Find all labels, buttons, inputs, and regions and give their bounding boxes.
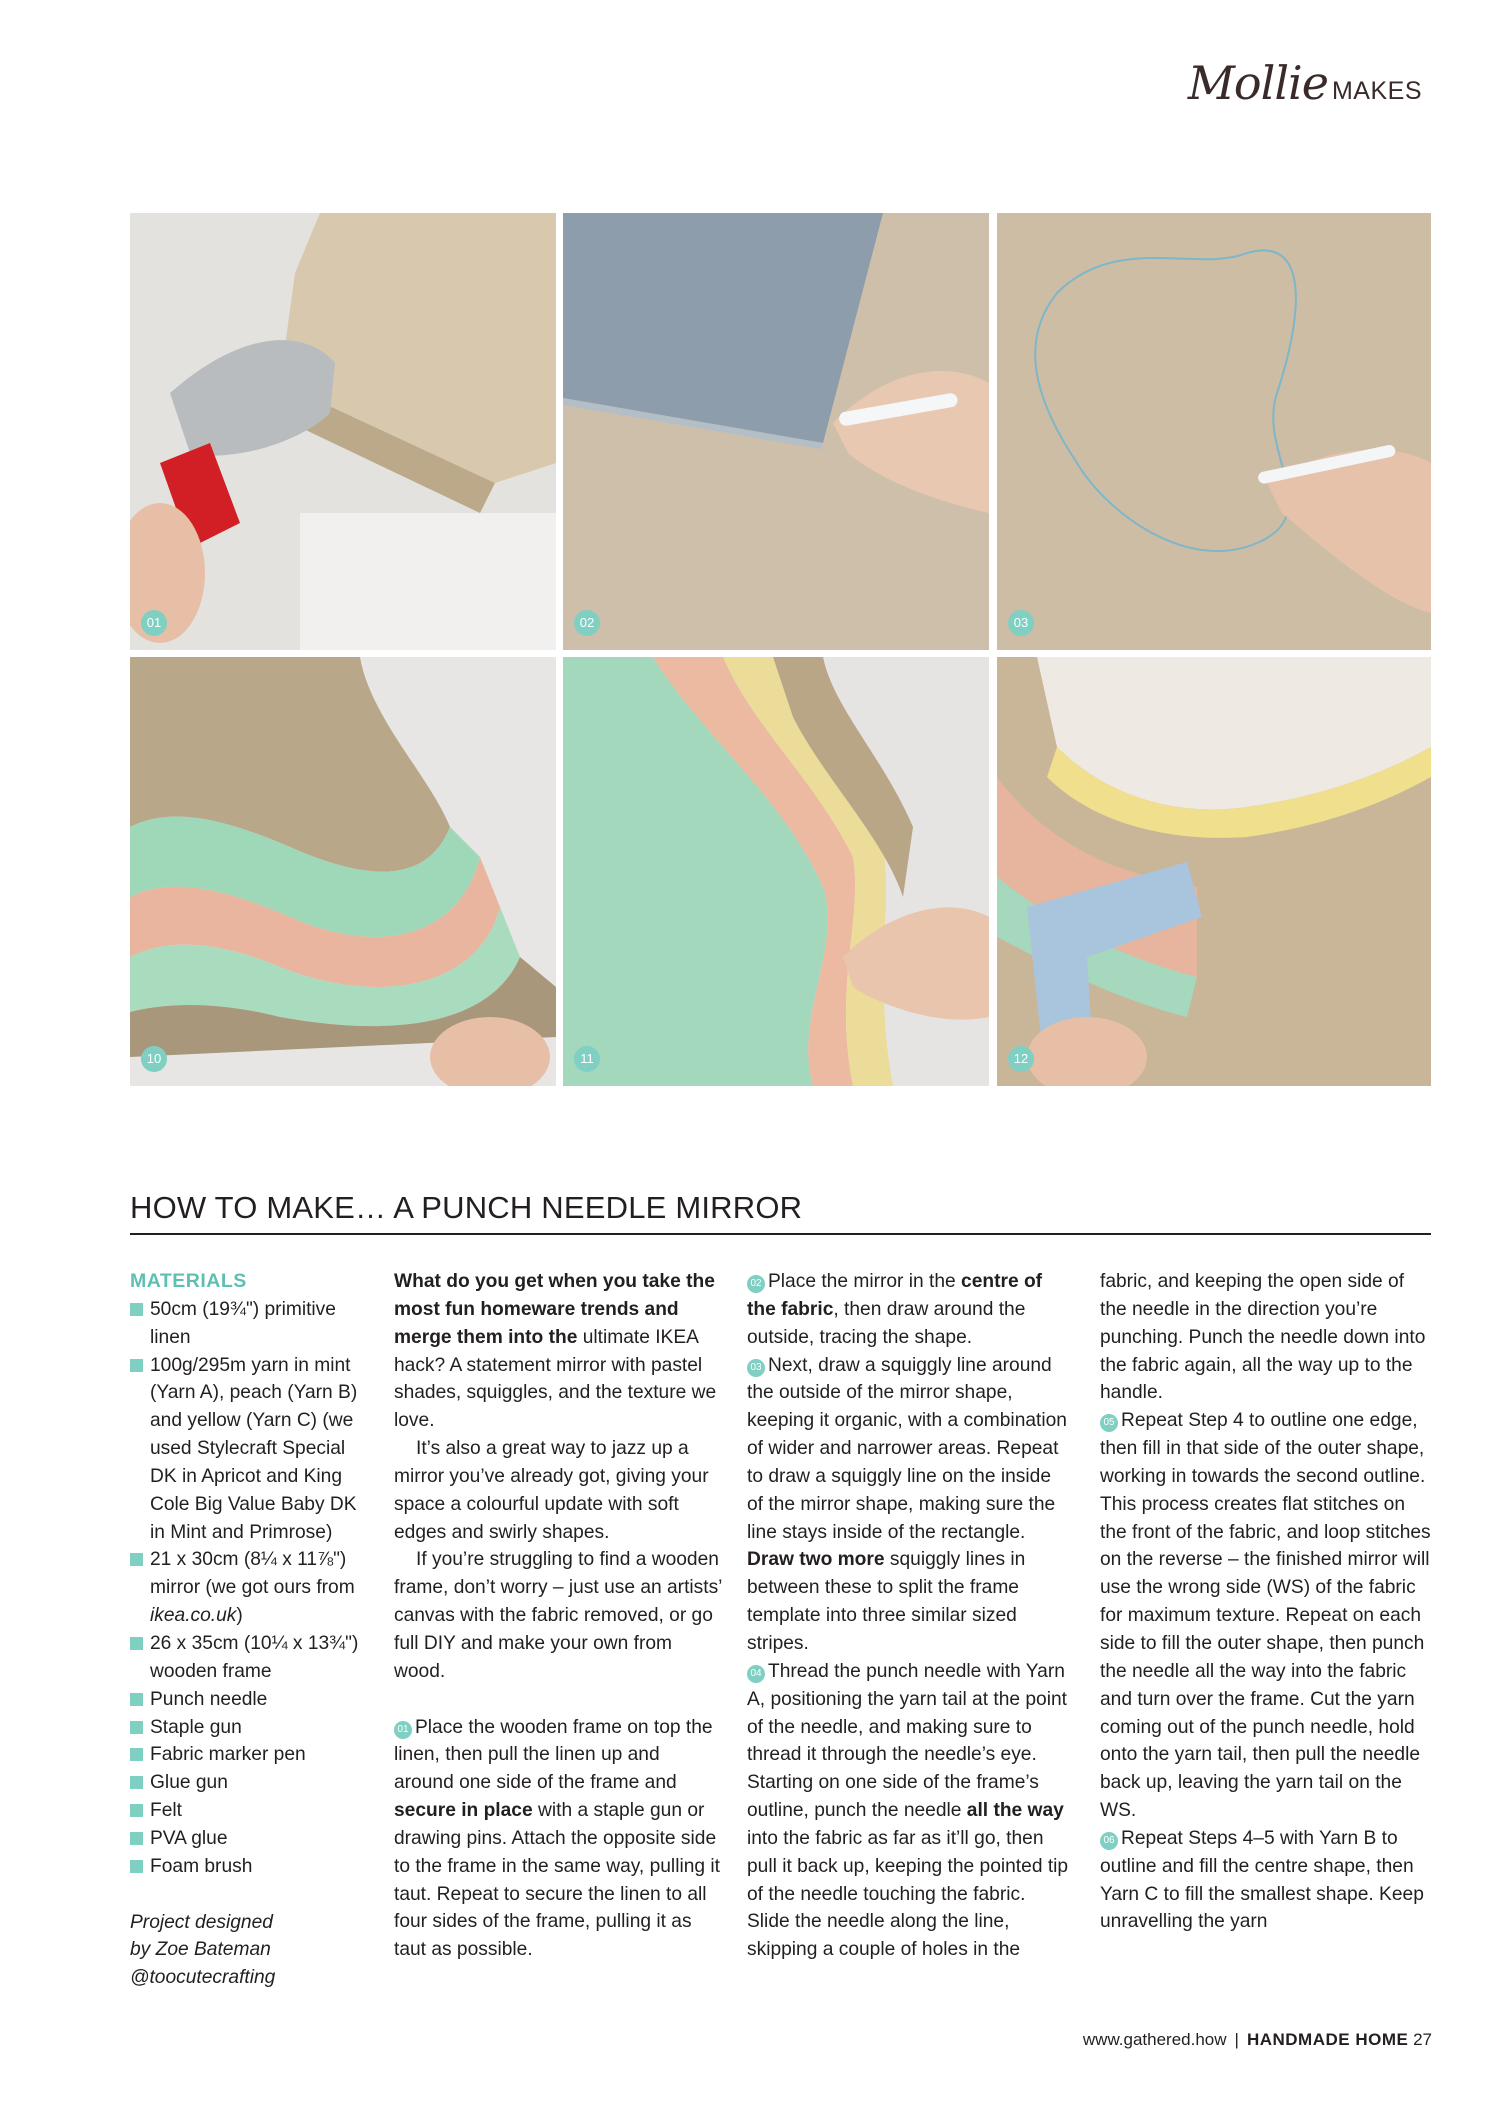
list-item: Punch needle: [130, 1686, 365, 1714]
logo-script: Mollie: [1187, 56, 1328, 110]
list-item: 50cm (19¾") primitive linen: [130, 1296, 365, 1352]
footer-url: www.gathered.how: [1082, 2030, 1227, 2049]
photo-number-badge: 02: [574, 610, 600, 636]
photo-02: [563, 213, 989, 650]
step-05: 05 Repeat Step 4 to outline one edge, then fill in that side of the outer shape, working in towards the second outline. This process creates flat stitches on the front of the fabric, and loop stitches on the reverse – the finished mirror will use the wrong side (WS) of the fabric for maximum texture. Repeat on each side to fill the outer shape, then punch the needle all the way into the fabric and turn over the frame. Cut the yarn coming out of the punch needle, hold onto the yarn tail, then pull the needle back up, leaving the yarn tail on the WS.: [1100, 1410, 1431, 1822]
page-footer: [1083, 2030, 1432, 2050]
list-item: 100g/295m yarn in mint (Yarn A), peach (Yarn B) and yellow (Yarn C) (we used Stylecraft Special DK in Apricot and King Cole Big Value Baby DK in Mint and Primrose): [130, 1352, 365, 1547]
credit-line: @toocutecrafting: [130, 1967, 276, 1989]
photo-01: [130, 213, 556, 650]
cutting-edges-photo-icon: [563, 657, 989, 1086]
intro-paragraph: It’s also a great way to jazz up a mirror you’ve already got, giving your space a colourful update with soft edges and swirly shapes.: [394, 1438, 709, 1543]
intro-lead: What do you get when you take the most fun homeware trends and merge them into the: [394, 1271, 715, 1348]
steps-column-a: [747, 1268, 1069, 1964]
step-04: 04 Thread the punch needle with Yarn A, positioning the yarn tail at the point of the needle, and making sure to thread it through the needle’s eye. Starting on one side of the frame’s outline, punch the needle all the way into the fabric as far as it’ll go, then pull it back up, keeping the pointed tip of the needle touching the fabric. Slide the needle along the line, skipping a couple of holes in the: [747, 1660, 1069, 1961]
photo-10: [130, 657, 556, 1086]
photo-12: [997, 657, 1431, 1086]
credit-line: by Zoe Bateman: [130, 1939, 271, 1961]
list-item: [130, 1546, 365, 1630]
step-number-badge: 05: [1100, 1414, 1118, 1432]
list-item: Glue gun: [130, 1769, 365, 1797]
materials-column: [130, 1268, 365, 1992]
step-02: 02 Place the mirror in the centre of the fabric, then draw around the outside, tracing the shape.: [747, 1271, 1043, 1348]
footer-separator: |: [1234, 2030, 1239, 2049]
logo-makes: MAKES: [1331, 77, 1422, 105]
credit-line: Project designed: [130, 1911, 273, 1933]
glue-gun-photo-icon: [997, 657, 1431, 1086]
photo-number-badge: 11: [574, 1046, 600, 1072]
list-item: 26 x 35cm (10¼ x 13¾") wooden frame: [130, 1630, 365, 1686]
list-item: Fabric marker pen: [130, 1741, 365, 1769]
list-item: PVA glue: [130, 1825, 365, 1853]
drawing-squiggle-photo-icon: [997, 213, 1431, 650]
photo-03: [997, 213, 1431, 650]
photo-number-badge: 12: [1008, 1046, 1034, 1072]
step-number-badge: 06: [1100, 1832, 1118, 1850]
photo-number-badge: 10: [141, 1046, 167, 1072]
footer-section: HANDMADE HOME: [1246, 2030, 1409, 2049]
mollie-makes-logo: [1188, 56, 1422, 110]
project-credit: [130, 1909, 365, 1993]
trimming-fabric-photo-icon: [130, 657, 556, 1086]
step-number-badge: 04: [747, 1665, 765, 1683]
step-number-badge: 01: [394, 1721, 412, 1739]
list-item: Staple gun: [130, 1714, 365, 1742]
step-01: 01 Place the wooden frame on top the linen, then pull the linen up and around one side of the frame and secure in place with a staple gun or drawing pins. Attach the opposite side to the frame in the same way, pulling it taut. Repeat to secure the linen to all four sides of the frame, pulling it as taut as possible.: [394, 1716, 720, 1961]
intro-column: [394, 1268, 724, 1964]
step-number-badge: 02: [747, 1275, 765, 1293]
photo-11: [563, 657, 989, 1086]
step-04-continued: fabric, and keeping the open side of the needle in the direction you’re punching. Punch the needle down into the fabric again, all the way up to the handle.: [1100, 1271, 1426, 1404]
step-06: 06 Repeat Steps 4–5 with Yarn B to outline and fill the centre shape, then Yarn C to fill the smallest shape. Keep unravelling the yarn: [1100, 1827, 1424, 1933]
ikea-link: ikea.co.uk: [150, 1605, 237, 1627]
materials-list: [130, 1296, 365, 1881]
mirror-tracing-photo-icon: [563, 213, 989, 650]
list-item: Foam brush: [130, 1853, 365, 1881]
page-number: 27: [1413, 2030, 1432, 2049]
step-number-badge: 03: [747, 1359, 765, 1377]
stapling-frame-photo-icon: [130, 213, 556, 650]
mirror-item-close: ): [236, 1605, 243, 1627]
intro-paragraph: What do you get when you take the most fun homeware trends and merge them into the ultimate IKEA hack? A statement mirror with pastel shades, squiggles, and the texture we love.: [394, 1271, 717, 1432]
intro-paragraph: If you’re struggling to find a wooden frame, don’t worry – just use an artists’ canvas with the fabric removed, or go full DIY and make your own from wood.: [394, 1549, 722, 1682]
photo-number-badge: 01: [141, 610, 167, 636]
materials-heading: MATERIALS: [130, 1270, 247, 1292]
step-03: 03 Next, draw a squiggly line around the outside of the mirror shape, keeping it organic, with a combination of wider and narrower areas. Repeat to draw a squiggly line on the inside of the mirror shape, making sure the line stays inside of the rectangle. Draw two more squiggly lines in between these to split the frame template into three similar sized stripes.: [747, 1354, 1067, 1654]
mirror-item-text: 21 x 30cm (8¼ x 11⅞") mirror (we got ours from: [150, 1549, 355, 1599]
photo-number-badge: 03: [1008, 610, 1034, 636]
steps-column-b: [1100, 1268, 1435, 1936]
page-title: HOW TO MAKE… A PUNCH NEEDLE MIRROR: [130, 1190, 1431, 1235]
list-item: Felt: [130, 1797, 365, 1825]
